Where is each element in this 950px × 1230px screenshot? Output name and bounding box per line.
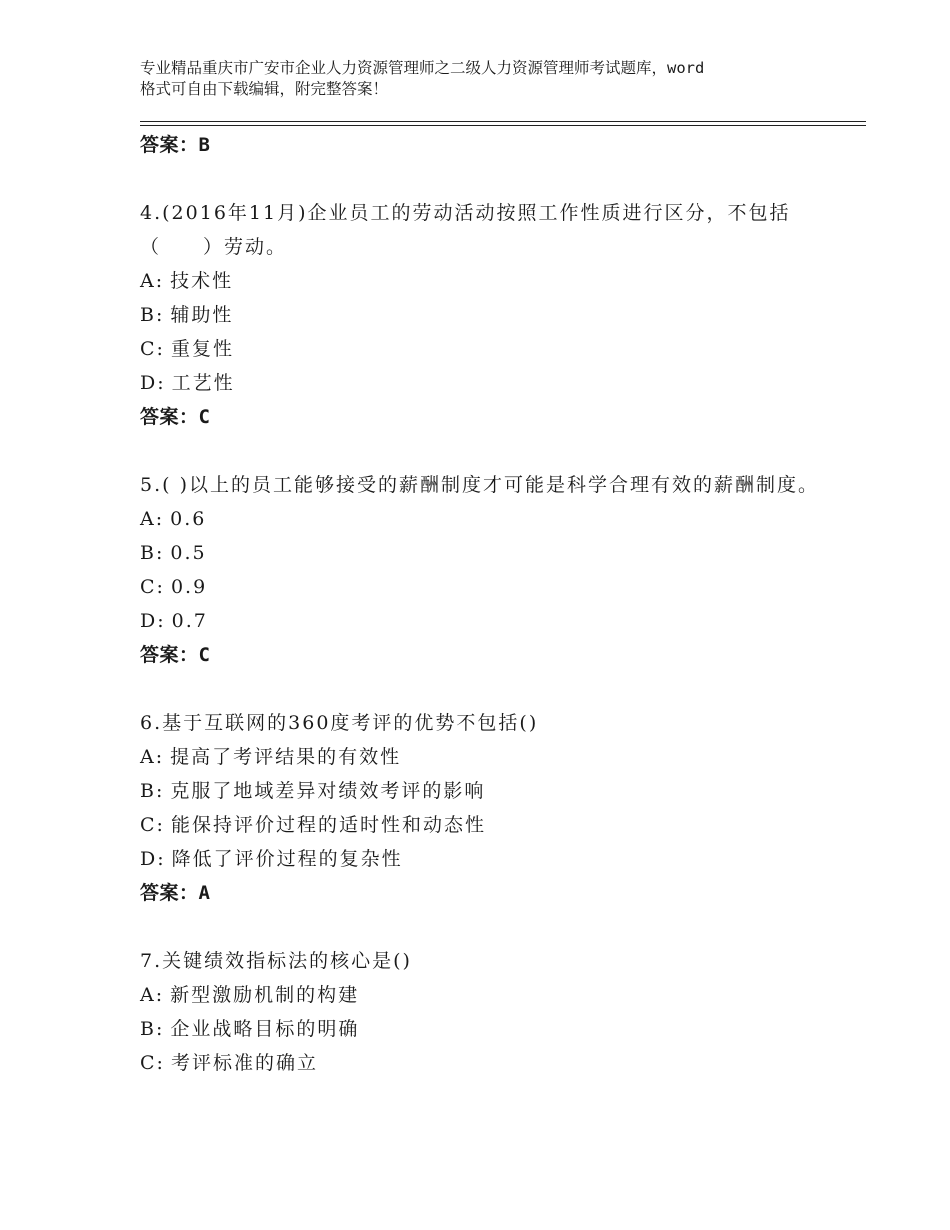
- question-text: [140, 944, 840, 978]
- option-d: [140, 842, 840, 876]
- question-stem: (2016年11月)企业员工的劳动活动按照工作性质进行区分，不包括（ ）劳动。: [140, 202, 791, 258]
- option-text: 辅助性: [170, 304, 234, 326]
- question-text: [140, 468, 840, 502]
- option-text: 考评标准的确立: [170, 1052, 318, 1074]
- option-d: [140, 366, 840, 400]
- option-letter: C:: [140, 576, 165, 598]
- question-number: 5.: [140, 474, 163, 496]
- header-line-1: 专业精品重庆市广安市企业人力资源管理师之二级人力资源管理师考试题库，word: [140, 59, 705, 77]
- answer-value: A: [198, 882, 211, 904]
- question-number: 7.: [140, 950, 163, 972]
- question-stem: 基于互联网的360度考评的优势不包括(): [162, 712, 539, 734]
- option-text: 0.9: [170, 576, 208, 598]
- option-letter: D:: [140, 848, 166, 870]
- option-b: [140, 1012, 840, 1046]
- option-a: [140, 502, 840, 536]
- option-text: 克服了地域差异对绩效考评的影响: [170, 780, 486, 802]
- header-line-2: 格式可自由下载编辑，附完整答案！: [140, 80, 389, 98]
- option-letter: B:: [140, 304, 165, 326]
- option-c: [140, 1046, 840, 1080]
- question-5: [140, 468, 840, 672]
- answer-line: [140, 638, 840, 672]
- option-text: 工艺性: [171, 372, 235, 394]
- option-c: [140, 808, 840, 842]
- option-a: [140, 740, 840, 774]
- option-d: [140, 604, 840, 638]
- option-letter: C:: [140, 338, 165, 360]
- question-7: [140, 944, 840, 1080]
- question-6: [140, 706, 840, 910]
- answer-label: 答案：: [140, 644, 199, 666]
- answer-line: [140, 400, 840, 434]
- option-c: [140, 570, 840, 604]
- answer-label: 答案：: [140, 406, 199, 428]
- option-letter: B:: [140, 780, 165, 802]
- option-text: 能保持评价过程的适时性和动态性: [170, 814, 486, 836]
- answer-value: C: [198, 644, 211, 666]
- option-b: [140, 298, 840, 332]
- option-b: [140, 536, 840, 570]
- question-number: 4.: [140, 202, 163, 224]
- option-text: 新型激励机制的构建: [170, 984, 360, 1006]
- option-letter: A:: [140, 746, 165, 768]
- option-text: 0.6: [170, 508, 207, 530]
- answer-label: 答案：: [140, 134, 199, 156]
- option-letter: A:: [140, 270, 165, 292]
- option-text: 0.7: [171, 610, 208, 632]
- option-a: [140, 978, 840, 1012]
- question-stem: 关键绩效指标法的核心是(): [162, 950, 412, 972]
- option-letter: B:: [140, 1018, 165, 1040]
- option-letter: A:: [140, 508, 165, 530]
- option-letter: B:: [140, 542, 165, 564]
- question-text: [140, 706, 840, 740]
- option-letter: A:: [140, 984, 165, 1006]
- option-text: 重复性: [170, 338, 234, 360]
- option-letter: C:: [140, 1052, 165, 1074]
- question-number: 6.: [140, 712, 163, 734]
- document-body: [140, 128, 840, 1080]
- option-text: 0.5: [170, 542, 207, 564]
- header-rule-thick: [140, 125, 866, 126]
- document-header: [140, 58, 840, 100]
- question-text: [140, 196, 840, 264]
- option-text: 提高了考评结果的有效性: [170, 746, 402, 768]
- header-rule-thin: [140, 121, 866, 122]
- answer-value: B: [198, 134, 211, 156]
- question-stem: ( )以上的员工能够接受的薪酬制度才可能是科学合理有效的薪酬制度。: [162, 474, 820, 496]
- option-b: [140, 774, 840, 808]
- option-letter: D:: [140, 610, 166, 632]
- option-c: [140, 332, 840, 366]
- answer-line: [140, 128, 840, 162]
- option-letter: C:: [140, 814, 165, 836]
- answer-line: [140, 876, 840, 910]
- option-text: 技术性: [170, 270, 234, 292]
- answer-label: 答案：: [140, 882, 199, 904]
- question-4: [140, 196, 840, 434]
- answer-value: C: [198, 406, 211, 428]
- option-text: 企业战略目标的明确: [170, 1018, 360, 1040]
- option-a: [140, 264, 840, 298]
- option-text: 降低了评价过程的复杂性: [171, 848, 403, 870]
- option-letter: D:: [140, 372, 166, 394]
